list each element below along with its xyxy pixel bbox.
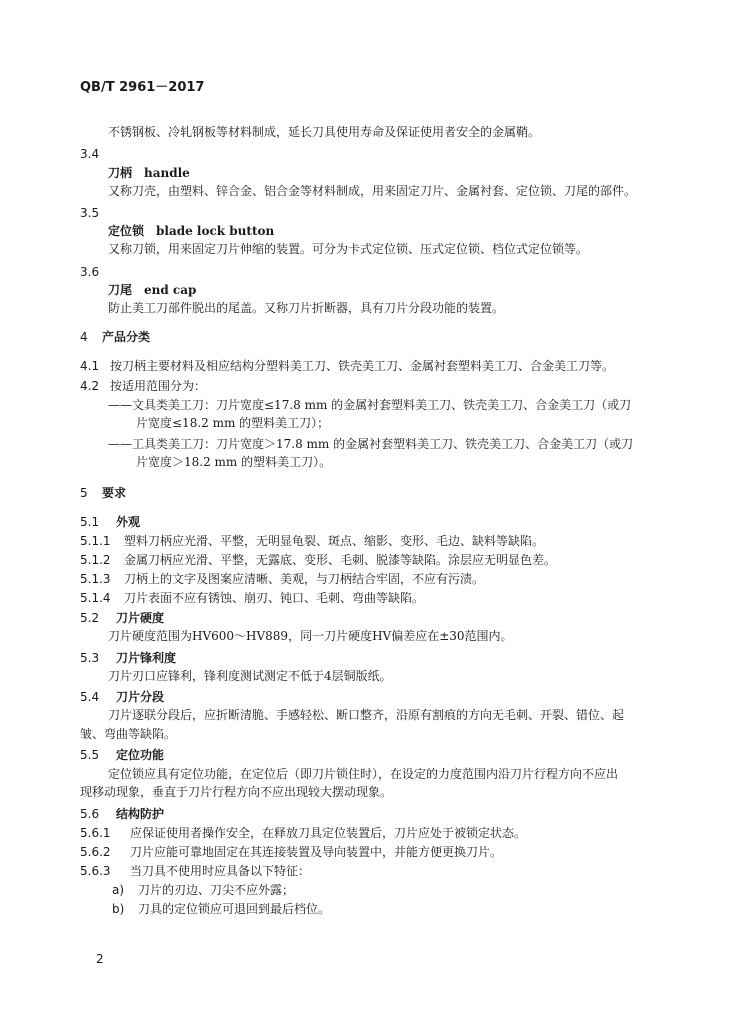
clause-number: 5.1.1 [80, 534, 111, 548]
list-item: ——文具类美工刀：刀片宽度≤17.8 mm 的金属衬套塑料美工刀、铁壳美工刀、合金美工刀（或刀 [108, 398, 632, 412]
clause-text: 刀片应能可靠地固定在其连接装置及导向装置中，并能方便更换刀片。 [130, 845, 503, 859]
chapter-number: 5 [80, 486, 88, 500]
clause-text: 刀片刃口应锋利，锋利度测试测定不低于4层铜版纸。 [108, 669, 392, 683]
standard-code: QB/T 2961－2017 [80, 80, 205, 95]
clause-title: 外观 [116, 515, 141, 529]
list-item: ——工具类美工刀：刀片宽度＞17.8 mm 的金属衬套塑料美工刀、铁壳美工刀、合金美工刀（或刀 [108, 437, 634, 451]
clause-text: 当刀具不使用时应具备以下特征： [130, 864, 311, 878]
clause-text: 按刀柄主要材料及相应结构分塑料美工刀、铁壳美工刀、金属衬套塑料美工刀、合金美工刀等。 [110, 359, 615, 373]
list-marker: b) [112, 902, 125, 916]
list-marker: a) [112, 883, 125, 897]
term-heading: 刀尾 end cap [108, 283, 197, 297]
clause-title: 刀片硬度 [116, 611, 165, 625]
clause-text-continuation: 皱、弯曲等缺陷。 [80, 727, 177, 741]
clause-number: 5.1.4 [80, 591, 111, 605]
clause-text: 定位锁应具有定位功能，在定位后（即刀片锁住时），在设定的力度范围内沿刀片行程方向不应出 [108, 767, 619, 781]
clause-text: 刀片逐联分段后，应折断清脆、手感轻松、断口整齐，沿原有割痕的方向无毛刺、开裂、错位、起 [108, 708, 625, 722]
clause-text: 按适用范围分为： [110, 379, 207, 393]
chapter-title: 产品分类 [102, 330, 151, 344]
list-item: 刀片的刃边、刀尖不应外露； [138, 883, 295, 897]
list-item-continuation: 片宽度≤18.2 mm 的塑料美工刀）； [136, 416, 330, 430]
clause-number: 3.5 [80, 206, 100, 220]
term-definition: 防止美工刀部件脱出的尾盖。又称刀片折断器，具有刀片分段功能的装置。 [108, 301, 505, 315]
term-definition: 又称刀锁，用来固定刀片伸缩的装置。可分为卡式定位锁、压式定位锁、档位式定位锁等。 [108, 242, 589, 256]
clause-text-continuation: 现移动现象，垂直于刀片行程方向不应出现较大摆动现象。 [80, 785, 393, 799]
clause-number: 5.1 [80, 515, 100, 529]
clause-title: 刀片锋利度 [116, 651, 177, 665]
clause-text: 金属刀柄应光滑、平整，无露底、变形、毛刺、脱漆等缺陷。涂层应无明显色差。 [124, 553, 557, 567]
clause-text: 应保证使用者操作安全，在释放刀具定位装置后，刀片应处于被锁定状态。 [130, 826, 527, 840]
list-item: 刀具的定位锁应可退回到最后档位。 [138, 902, 331, 916]
clause-title: 结构防护 [116, 807, 165, 821]
clause-number: 5.6.1 [80, 826, 111, 840]
term-definition: 又称刀壳，由塑料、锌合金、铝合金等材料制成，用来固定刀片、金属衬套、定位锁、刀尾的部件。 [108, 184, 637, 198]
clause-number: 5.4 [80, 690, 100, 704]
clause-number: 5.6 [80, 807, 100, 821]
continuation-text: 不锈钢板、冷轧钢板等材料制成，延长刀具使用寿命及保证使用者安全的金属鞘。 [108, 125, 541, 139]
clause-number: 5.1.3 [80, 572, 111, 586]
clause-number: 5.2 [80, 611, 100, 625]
clause-title: 定位功能 [116, 748, 165, 762]
term-heading: 定位锁 blade lock button [108, 224, 275, 238]
term-heading: 刀柄 handle [108, 166, 190, 180]
clause-number: 3.4 [80, 147, 100, 161]
chapter-number: 4 [80, 330, 88, 344]
chapter-title: 要求 [102, 486, 127, 500]
clause-text: 刀片表面不应有锈蚀、崩刃、钝口、毛刺、弯曲等缺陷。 [124, 591, 425, 605]
clause-number: 4.1 [80, 359, 100, 373]
clause-number: 5.1.2 [80, 553, 111, 567]
clause-title: 刀片分段 [116, 690, 165, 704]
clause-text: 刀片硬度范围为HV600～HV889，同一刀片硬度HV偏差应在±30范围内。 [108, 629, 513, 643]
clause-text: 塑料刀柄应光滑、平整，无明显龟裂、斑点、缩影、变形、毛边、缺料等缺陷。 [124, 534, 545, 548]
list-item-continuation: 片宽度＞18.2 mm 的塑料美工刀）。 [136, 455, 332, 469]
clause-number: 5.5 [80, 748, 100, 762]
clause-number: 4.2 [80, 379, 100, 393]
clause-text: 刀柄上的文字及图案应清晰、美观，与刀柄结合牢固，不应有污渍。 [124, 572, 485, 586]
clause-number: 5.3 [80, 651, 100, 665]
clause-number: 5.6.2 [80, 845, 111, 859]
clause-number: 5.6.3 [80, 864, 111, 878]
clause-number: 3.6 [80, 265, 100, 279]
page-number: 2 [96, 952, 104, 966]
